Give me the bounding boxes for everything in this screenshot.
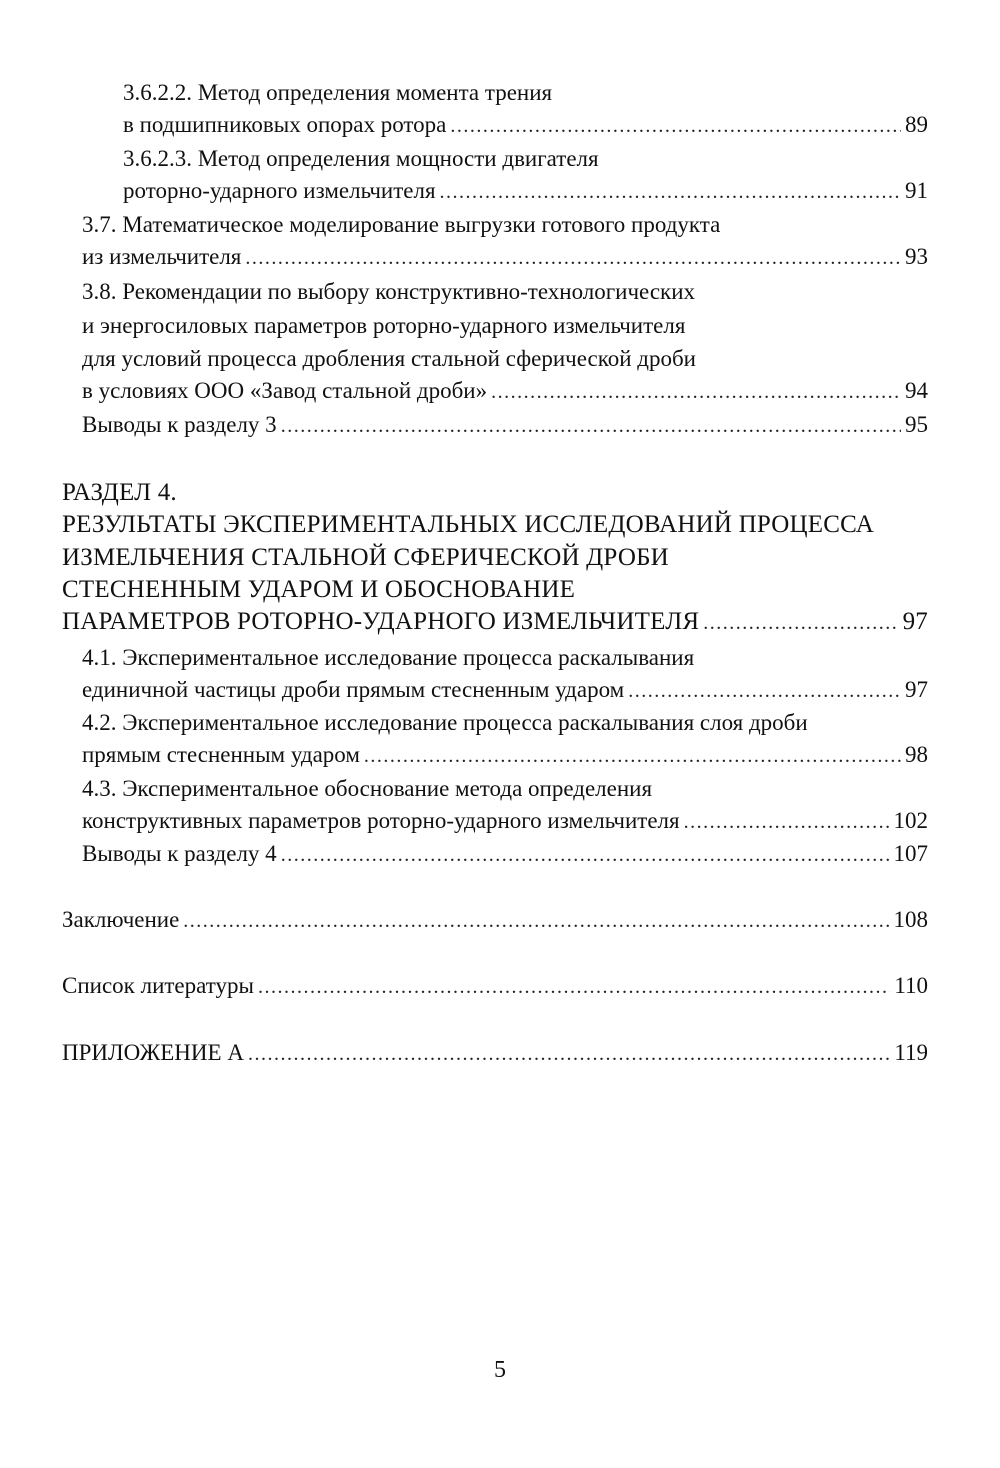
toc-page-number: 107	[893, 841, 928, 866]
dot-leader	[364, 741, 901, 771]
toc-entry-text: 3.7. Математическое моделирование выгрузки готового продукта	[82, 212, 721, 237]
toc-entry-text: РЕЗУЛЬТАТЫ ЭКСПЕРИМЕНТАЛЬНЫХ ИССЛЕДОВАНИЙ ПРОЦЕССА	[62, 511, 875, 538]
toc-entry-3-8-line1	[82, 277, 928, 307]
dot-leader	[703, 608, 898, 638]
toc-entry-3-6-2-3[interactable]	[123, 176, 928, 207]
toc-section-4-label	[62, 478, 928, 508]
toc-entry-conclusions-3[interactable]	[82, 410, 928, 441]
toc-page-number: 94	[905, 378, 928, 403]
toc-entry-references[interactable]	[62, 971, 928, 1002]
toc-section-4[interactable]	[62, 607, 928, 638]
toc-page-number: 102	[893, 808, 928, 833]
dot-leader	[491, 377, 901, 407]
toc-entry-3-6-2-2[interactable]	[123, 110, 928, 141]
toc-entry-4-3[interactable]	[82, 806, 928, 837]
toc-page-number: 110	[894, 973, 928, 998]
toc-entry-text: Выводы к разделу 3	[82, 412, 277, 437]
toc-page-number: 98	[905, 742, 928, 767]
dot-leader	[183, 906, 889, 936]
toc-section-4-title-line2	[62, 510, 928, 540]
toc-entry-text: РАЗДЕЛ 4.	[62, 479, 177, 506]
dot-leader	[440, 177, 901, 207]
toc-entry-3-8-line2	[82, 311, 928, 341]
toc-entry-text: 4.2. Экспериментальное исследование процесса раскалывания слоя дроби	[82, 710, 808, 735]
toc-entry-text: Выводы к разделу 4	[82, 841, 277, 866]
dot-leader	[245, 243, 901, 273]
toc-entry-conclusion[interactable]	[62, 905, 928, 936]
toc-entry-text: в условиях ООО «Завод стальной дроби»	[82, 378, 488, 403]
toc-entry-text: роторно-ударного измельчителя	[123, 178, 436, 203]
toc-entry-text: прямым стесненным ударом	[82, 742, 360, 767]
toc-entry-text: Список литературы	[62, 973, 254, 998]
toc-entry-conclusions-4[interactable]	[82, 839, 928, 870]
toc-entry-3-8-line3	[82, 344, 928, 374]
page-number: 5	[494, 1357, 506, 1383]
toc-entry-4-2[interactable]	[82, 740, 928, 771]
toc-page-number: 89	[905, 112, 928, 137]
toc-entry-text: ПРИЛОЖЕНИЕ А	[62, 1040, 244, 1065]
toc-entry-appendix-a[interactable]	[62, 1038, 928, 1069]
toc-entry-4-1[interactable]	[82, 675, 928, 706]
toc-entry-text: и энергосиловых параметров роторно-ударного измельчителя	[82, 313, 686, 338]
toc-entry-3-6-2-2-line1	[123, 78, 928, 108]
toc-entry-3-7[interactable]	[82, 242, 928, 273]
toc-entry-text: 3.6.2.3. Метод определения мощности двигателя	[123, 146, 599, 171]
toc-entry-3-6-2-3-line1	[123, 144, 928, 174]
toc-page-number: 95	[905, 412, 928, 437]
toc-entry-3-7-line1	[82, 210, 928, 240]
dot-leader	[281, 840, 890, 870]
toc-entry-text: ИЗМЕЛЬЧЕНИЯ СТАЛЬНОЙ СФЕРИЧЕСКОЙ ДРОБИ	[62, 544, 669, 571]
toc-section-4-title-line4	[62, 575, 928, 605]
dot-leader	[684, 807, 890, 837]
toc-entry-text: конструктивных параметров роторно-ударного измельчителя	[82, 808, 680, 833]
toc-entry-text: из измельчителя	[82, 244, 242, 269]
toc-page-number: 119	[894, 1040, 928, 1065]
toc-entry-text: для условий процесса дробления стальной сферической дроби	[82, 346, 696, 371]
toc-entry-3-8[interactable]	[82, 376, 928, 407]
dot-leader	[628, 676, 901, 706]
toc-page-number: 91	[905, 178, 928, 203]
toc-page-number: 108	[893, 907, 928, 932]
toc-entry-text: 4.1. Экспериментальное исследование процесса раскалывания	[82, 645, 695, 670]
toc-entry-text: в подшипниковых опорах ротора	[123, 112, 447, 137]
toc-entry-4-3-line1	[82, 774, 928, 804]
toc-entry-text: 3.8. Рекомендации по выбору конструктивно-технологических	[82, 279, 696, 304]
toc-entry-text: 3.6.2.2. Метод определения момента трения	[123, 80, 553, 105]
dot-leader	[248, 1039, 890, 1069]
toc-entry-text: Заключение	[62, 907, 180, 932]
toc-page-number: 93	[905, 244, 928, 269]
toc-entry-text: единичной частицы дроби прямым стесненным ударом	[82, 677, 625, 702]
toc-entry-text: ПАРАМЕТРОВ РОТОРНО-УДАРНОГО ИЗМЕЛЬЧИТЕЛЯ	[62, 608, 700, 635]
dot-leader	[450, 111, 901, 141]
toc-entry-text: СТЕСНЕННЫМ УДАРОМ И ОБОСНОВАНИЕ	[62, 576, 576, 603]
toc-section-4-title-line3	[62, 543, 928, 573]
toc-page-number: 97	[902, 608, 928, 635]
toc-page-number: 97	[905, 677, 928, 702]
toc-entry-4-1-line1	[82, 643, 928, 673]
toc-entry-text: 4.3. Экспериментальное обоснование метода определения	[82, 776, 653, 801]
toc-entry-4-2-line1	[82, 708, 928, 738]
dot-leader	[258, 972, 890, 1002]
dot-leader	[281, 411, 901, 441]
